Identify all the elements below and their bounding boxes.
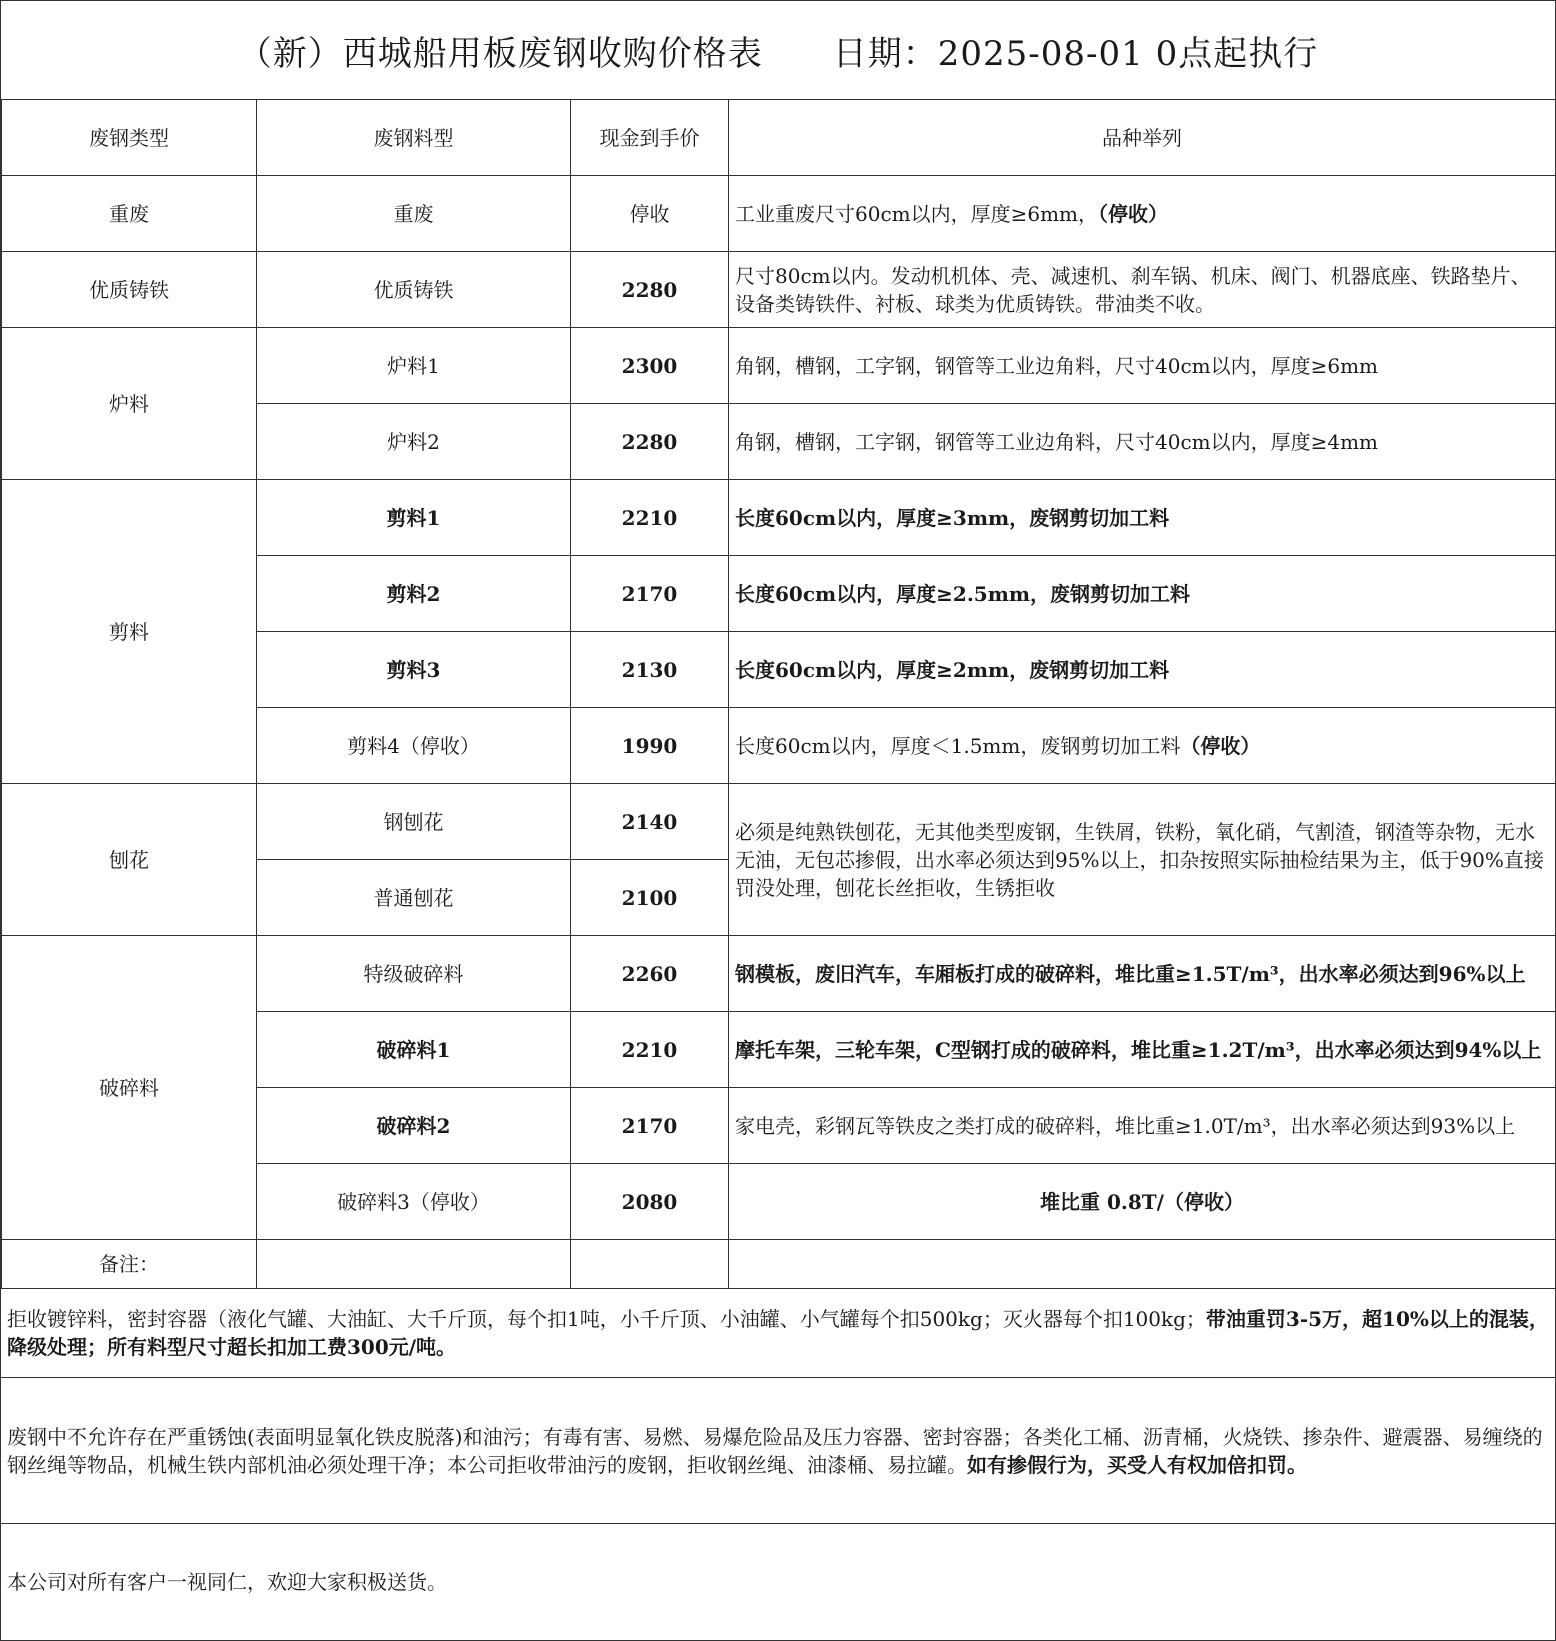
row-type: 剪料4（停收）: [257, 708, 571, 784]
row-desc: 角钢，槽钢，工字钢，钢管等工业边角料，尺寸40cm以内，厚度≥6mm: [729, 328, 1556, 404]
row-type: 重废: [257, 176, 571, 252]
row-type: 特级破碎料: [257, 936, 571, 1012]
table-row: [2, 252, 1556, 328]
group-shredded: 破碎料: [2, 936, 257, 1240]
row-type: 剪料1: [257, 480, 571, 556]
row-type: 优质铸铁: [257, 252, 571, 328]
shavings-desc: 必须是纯熟铁刨花，无其他类型废钢，生铁屑，铁粉，氧化硝，气割渣，钢渣等杂物，无水无油，无包芯掺假，出水率必须达到95%以上，扣杂按照实际抽检结果为主，低于90%直接罚没处理，刨花长丝拒收，生锈拒收: [729, 784, 1556, 936]
row-price: 2280: [571, 404, 729, 480]
table-row: [2, 936, 1556, 1012]
row-type: 破碎料1: [257, 1012, 571, 1088]
group-shavings: 刨花: [2, 784, 257, 936]
row-desc: 摩托车架，三轮车架，C型钢打成的破碎料，堆比重≥1.2T/m³，出水率必须达到94%以上: [729, 1012, 1556, 1088]
row-price: 2170: [571, 556, 729, 632]
row-price: 2260: [571, 936, 729, 1012]
group-cast-iron: 优质铸铁: [2, 252, 257, 328]
row-type: 破碎料2: [257, 1088, 571, 1164]
row-type: 剪料2: [257, 556, 571, 632]
row-desc: 长度60cm以内，厚度＜1.5mm，废钢剪切加工料（停收）: [729, 708, 1556, 784]
group-heavy: 重废: [2, 176, 257, 252]
remark-cell: [257, 1240, 571, 1289]
title-name: （新）西城船用板废钢收购价格表: [237, 33, 763, 74]
row-type: 破碎料3（停收）: [257, 1164, 571, 1240]
row-price: 1990: [571, 708, 729, 784]
note-2: 废钢中不允许存在严重锈蚀(表面明显氧化铁皮脱落)和油污；有毒有害、易燃、易爆危险品及压力容器、密封容器；各类化工桶、沥青桶，火烧铁、掺杂件、避震器、易缠绕的钢丝绳等物品，机械生铁内部机油必须处理干净；本公司拒收带油污的废钢，拒收钢丝绳、油漆桶、易拉罐。如有掺假行为，买受人有权加倍扣罚。: [1, 1378, 1555, 1524]
row-price: 2300: [571, 328, 729, 404]
note-1: 拒收镀锌料，密封容器（液化气罐、大油缸、大千斤顶，每个扣1吨，小千斤顶、小油罐、小气罐每个扣500kg；灭火器每个扣100kg；带油重罚3-5万，超10%以上的混装，降级处理；所有料型尺寸超长扣加工费300元/吨。: [1, 1288, 1555, 1378]
row-desc: 长度60cm以内，厚度≥2mm，废钢剪切加工料: [729, 632, 1556, 708]
header-examples: 品种举列: [729, 100, 1556, 176]
group-furnace: 炉料: [2, 328, 257, 480]
row-desc: 角钢，槽钢，工字钢，钢管等工业边角料，尺寸40cm以内，厚度≥4mm: [729, 404, 1556, 480]
row-price: 2210: [571, 480, 729, 556]
row-type: 炉料2: [257, 404, 571, 480]
row-desc: 尺寸80cm以内。发动机机体、壳、减速机、刹车锅、机床、阀门、机器底座、铁路垫片、设备类铸铁件、衬板、球类为优质铸铁。带油类不收。: [729, 252, 1556, 328]
row-price: 2080: [571, 1164, 729, 1240]
table-row: [2, 480, 1556, 556]
row-desc: 长度60cm以内，厚度≥2.5mm，废钢剪切加工料: [729, 556, 1556, 632]
row-price: 2100: [571, 860, 729, 936]
row-type: 剪料3: [257, 632, 571, 708]
page-title: [1, 1, 1555, 100]
group-shear: 剪料: [2, 480, 257, 784]
row-desc: 工业重废尺寸60cm以内，厚度≥6mm，（停收）: [729, 176, 1556, 252]
remark-label: 备注：: [2, 1240, 257, 1289]
row-type: 普通刨花: [257, 860, 571, 936]
row-desc: 堆比重 0.8T/（停收）: [729, 1164, 1556, 1240]
row-price: 2170: [571, 1088, 729, 1164]
row-type: 钢刨花: [257, 784, 571, 860]
header-scrap-type: 废钢类型: [2, 100, 257, 176]
notes-section: [1, 1288, 1555, 1640]
row-price: 2280: [571, 252, 729, 328]
remark-cell: [729, 1240, 1556, 1289]
table-header-row: [2, 100, 1556, 176]
remark-cell: [571, 1240, 729, 1289]
row-price: 2140: [571, 784, 729, 860]
header-cash-price: 现金到手价: [571, 100, 729, 176]
row-desc: 长度60cm以内，厚度≥3mm，废钢剪切加工料: [729, 480, 1556, 556]
table-row: [2, 176, 1556, 252]
note-3: 本公司对所有客户一视同仁，欢迎大家积极送货。: [7, 1570, 447, 1594]
row-desc: 钢模板，废旧汽车，车厢板打成的破碎料，堆比重≥1.5T/m³，出水率必须达到96%以上: [729, 936, 1556, 1012]
row-desc: 家电壳，彩钢瓦等铁皮之类打成的破碎料，堆比重≥1.0T/m³，出水率必须达到93%以上: [729, 1088, 1556, 1164]
header-scrap-form: 废钢料型: [257, 100, 571, 176]
table-row: [2, 784, 1556, 860]
row-type: 炉料1: [257, 328, 571, 404]
row-price: 停收: [571, 176, 729, 252]
price-table: [1, 99, 1556, 1289]
remark-row: [2, 1240, 1556, 1289]
table-row: [2, 328, 1556, 404]
title-date: 日期：2025-08-01 0点起执行: [832, 33, 1319, 74]
row-price: 2130: [571, 632, 729, 708]
row-price: 2210: [571, 1012, 729, 1088]
